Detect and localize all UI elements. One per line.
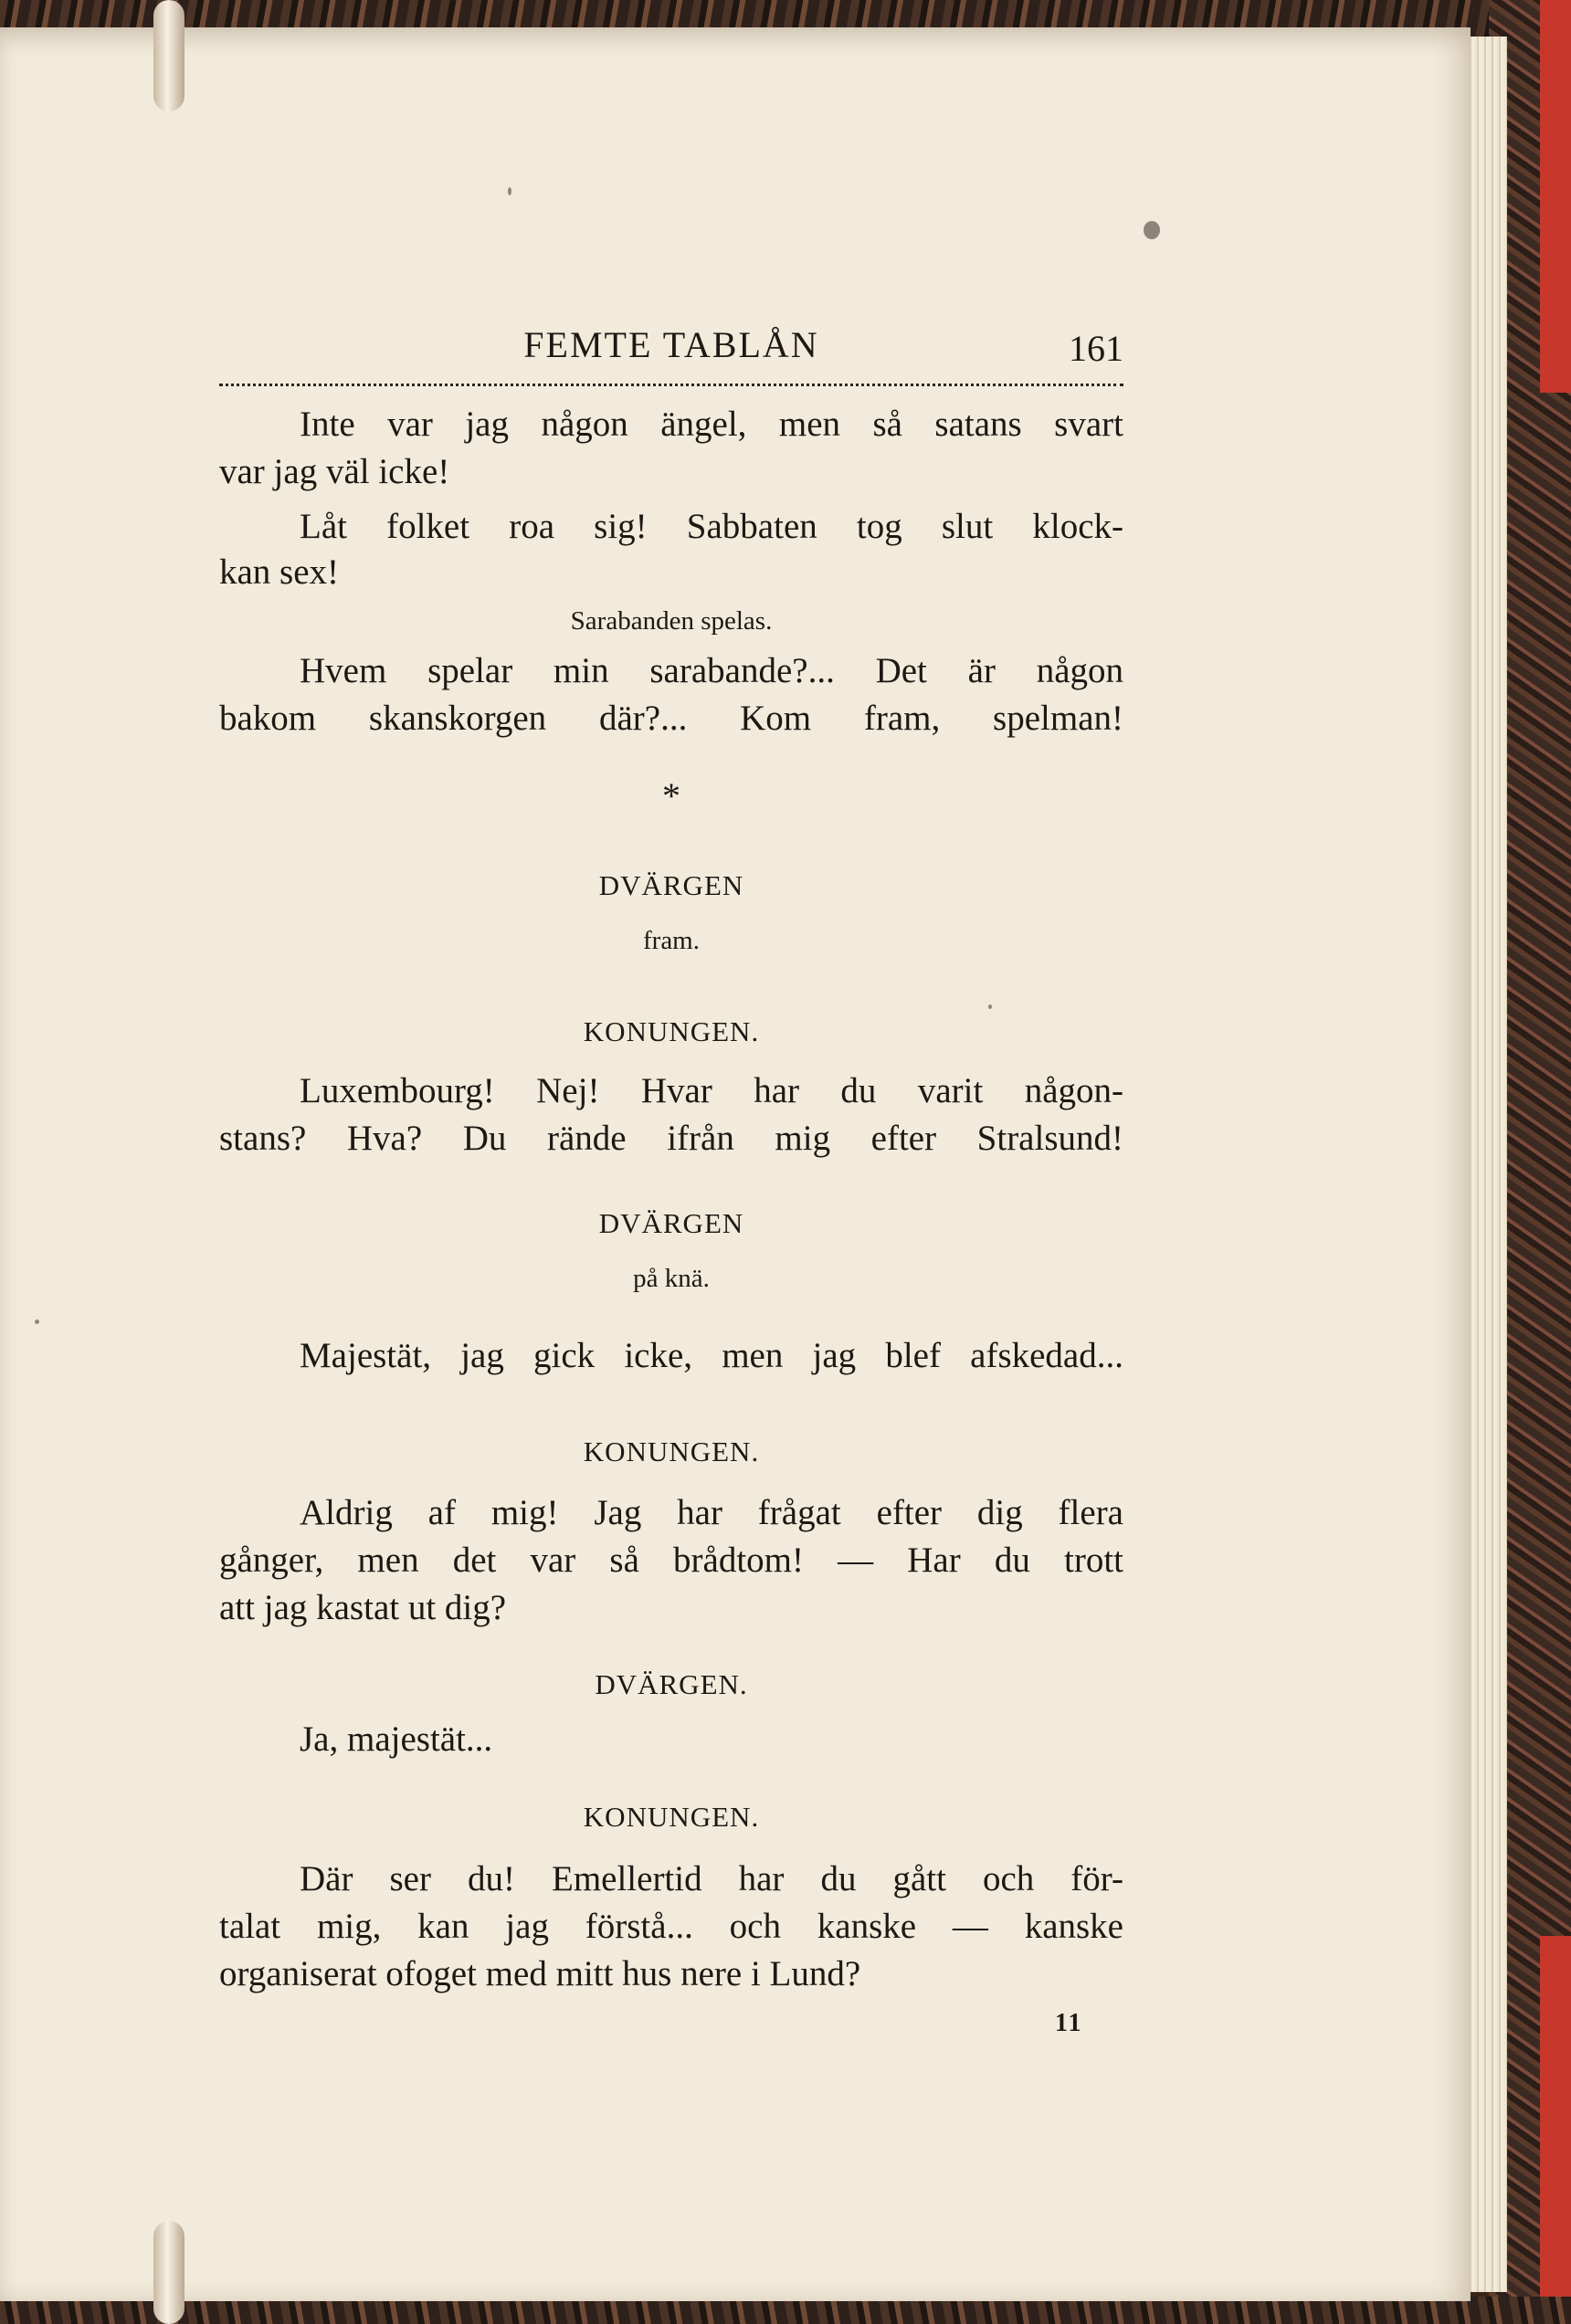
binding-clip-bottom xyxy=(153,2221,185,2324)
text-line: Majestät, jag gick icke, men jag blef afskedad... xyxy=(300,1336,1123,1375)
text-line: organiserat ofoget med mitt hus nere i Lund? xyxy=(219,1954,861,1993)
speaker-name: KONUNGEN. xyxy=(583,1801,760,1833)
speaker-name: KONUNGEN. xyxy=(583,1015,760,1047)
running-title: FEMTE TABLÅN xyxy=(523,324,819,365)
text-line: att jag kastat ut dig? xyxy=(219,1588,507,1627)
stage-direction: Sarabanden spelas. xyxy=(570,606,773,636)
text-line: Luxembourg! Nej! Hvar har du varit någon- xyxy=(300,1071,1123,1110)
red-cover-edge-top xyxy=(1540,0,1571,393)
text-line: gånger, men det var så brådtom! — Har du trott xyxy=(219,1541,1123,1580)
speaker-name: DVÄRGEN xyxy=(598,1207,744,1239)
speaker-name: DVÄRGEN. xyxy=(595,1668,748,1700)
signature-mark: 11 xyxy=(1055,2009,1083,2037)
text-line: talat mig, kan jag förstå... och kanske — kanske xyxy=(219,1907,1123,1946)
text-line: Hvem spelar min sarabande?... Det är någon xyxy=(300,651,1123,690)
section-asterisk: * xyxy=(662,775,680,816)
paper-speck xyxy=(1144,221,1160,239)
text-line: kan sex! xyxy=(219,552,340,592)
paper-speck xyxy=(35,1320,39,1324)
text-line: stans? Hva? Du rände ifrån mig efter Stralsund! xyxy=(219,1119,1123,1158)
paper-speck xyxy=(508,187,511,195)
text-line: Inte var jag någon ängel, men så satans svart xyxy=(300,405,1123,444)
paper-speck xyxy=(988,1004,992,1009)
text-line: var jag väl icke! xyxy=(219,452,450,491)
stage-direction: på knä. xyxy=(633,1264,710,1293)
stage-direction: fram. xyxy=(643,926,700,955)
red-cover-edge-bottom xyxy=(1540,1936,1571,2324)
book-page xyxy=(0,27,1471,2301)
text-line: Ja, majestät... xyxy=(300,1719,493,1759)
text-line: Låt folket roa sig! Sabbaten tog slut klock- xyxy=(300,507,1123,546)
text-line: bakom skanskorgen där?... Kom fram, spelman! xyxy=(219,699,1123,738)
speaker-name: KONUNGEN. xyxy=(583,1435,760,1467)
speaker-name: DVÄRGEN xyxy=(598,869,744,901)
text-line: Där ser du! Emellertid har du gått och för- xyxy=(300,1859,1123,1898)
text-line: Aldrig af mig! Jag har frågat efter dig flera xyxy=(300,1493,1123,1532)
running-header xyxy=(219,318,1123,386)
page-number: 161 xyxy=(1069,328,1123,369)
binding-clip-top xyxy=(153,0,185,111)
